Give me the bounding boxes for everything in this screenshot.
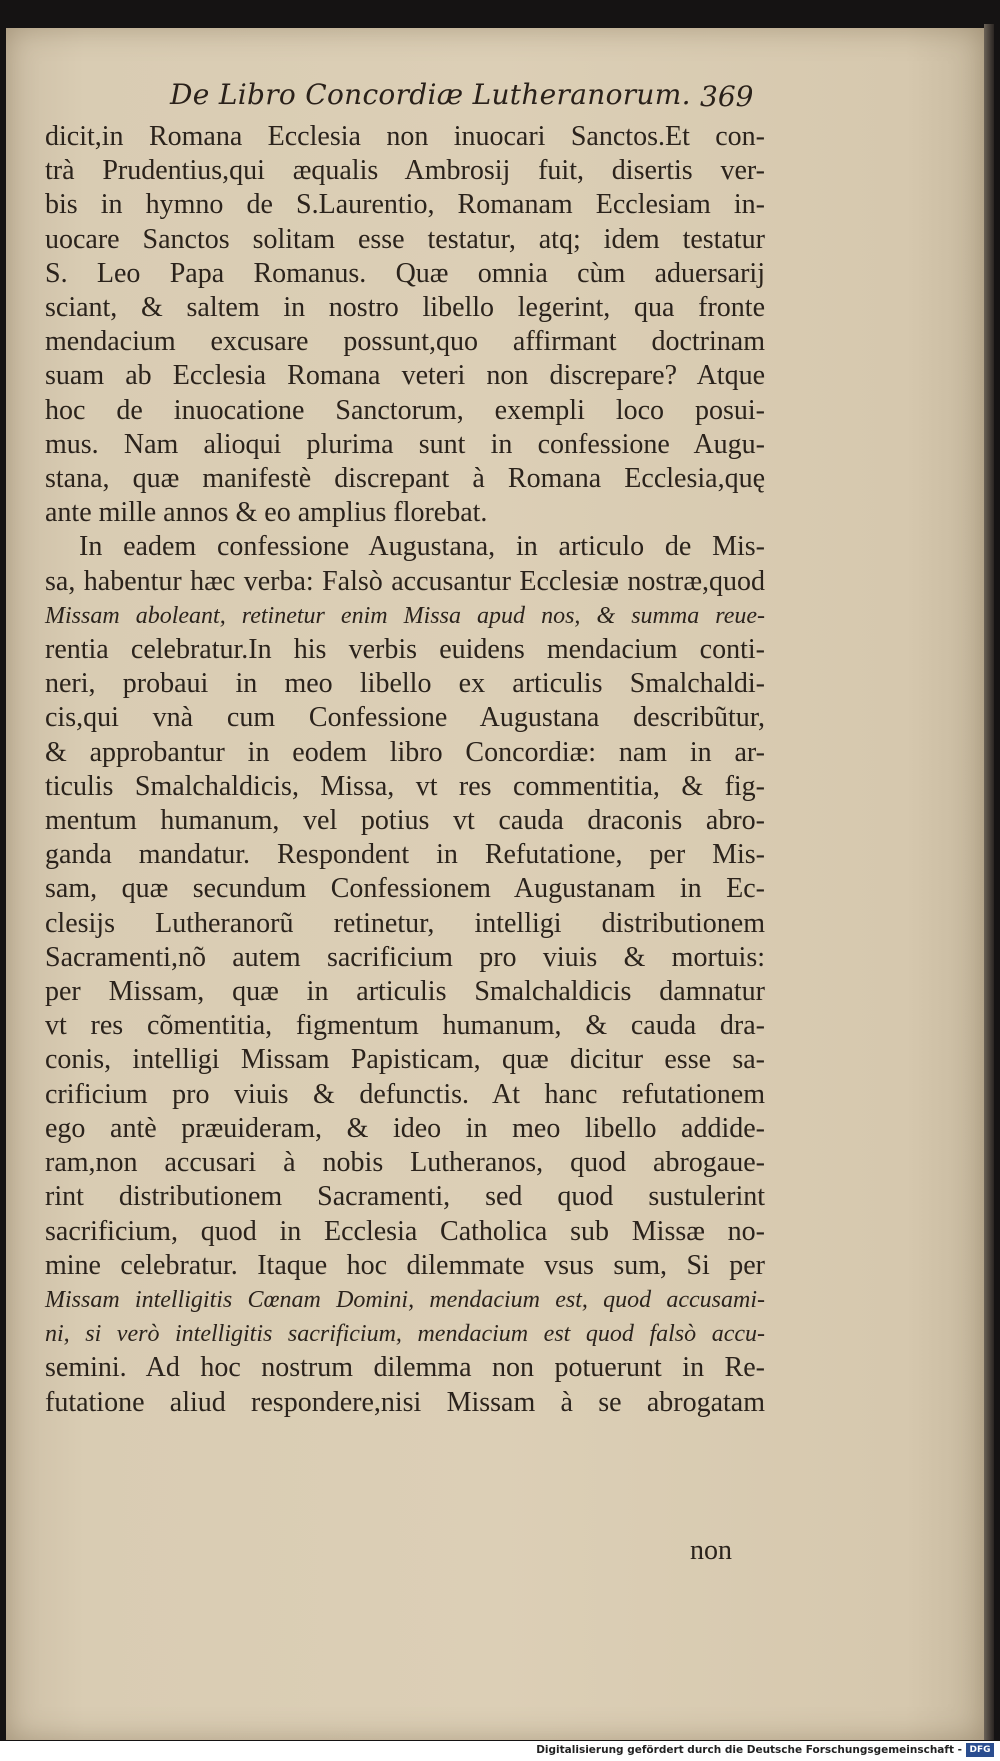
text-line: ram,non accusari à nobis Lutheranos, quod abrogaue- — [45, 1147, 765, 1179]
text-line: futatione aliud respondere,nisi Missam à se abrogatam — [45, 1386, 765, 1418]
text-line: sam, quæ secundum Confessionem Augustanam in Ec- — [45, 873, 765, 905]
text-line: suam ab Ecclesia Romana veteri non discrepare? Atque — [45, 360, 765, 392]
text-line: Sacramenti,nõ autem sacrificium pro viuis & mortuis: — [45, 941, 765, 973]
text-line: mentum humanum, vel potius vt cauda draconis abro- — [45, 805, 765, 837]
text-line: & approbantur in eodem libro Concordiæ: nam in ar- — [45, 736, 765, 768]
text-line: crificium pro viuis & defunctis. At hanc refutationem — [45, 1078, 765, 1110]
text-line: bis in hymno de S.Laurentio, Romanam Ecclesiam in- — [45, 189, 765, 221]
text-line: ego antè præuideram, & ideo in meo libello addide- — [45, 1112, 765, 1144]
text-line: per Missam, quæ in articulis Smalchaldicis damnatur — [45, 976, 765, 1008]
text-line: ganda mandatur. Respondent in Refutatione, per Mis- — [45, 839, 765, 871]
funding-credit: Digitalisierung gefördert durch die Deutsche Forschungsgemeinschaft - — [536, 1744, 962, 1756]
text-line: sciant, & saltem in nostro libello legerint, qua fronte — [45, 292, 765, 324]
dfg-logo: DFG — [966, 1743, 994, 1757]
page-edge — [984, 24, 994, 1740]
text-line: ticulis Smalchaldicis, Missa, vt res commentitia, & fig- — [45, 770, 765, 802]
text-line: sa, habentur hæc verba: Falsò accusantur Ecclesiæ nostræ,quod — [45, 565, 765, 597]
text-line: rint distributionem Sacramenti, sed quod sustulerint — [45, 1181, 765, 1213]
text-line: In eadem confessione Augustana, in articulo de Mis- — [79, 531, 765, 563]
text-line: ni, si verò intelligitis sacrificium, mendacium est quod falsò accu- — [45, 1321, 765, 1348]
text-line: mine celebratur. Itaque hoc dilemmate vsus sum, Si per — [45, 1249, 765, 1281]
text-line: Missam intelligitis Cœnam Domini, mendacium est, quod accusami- — [45, 1286, 765, 1313]
body-text — [45, 120, 765, 1420]
text-line: dicit,in Romana Ecclesia non inuocari Sanctos.Et con- — [45, 121, 765, 152]
text-line: hoc de inuocatione Sanctorum, exempli loco posui- — [45, 394, 765, 426]
text-line: trà Prudentius,qui æqualis Ambrosij fuit, disertis ver- — [45, 155, 765, 187]
text-line: clesijs Lutheranorũ retinetur, intelligi distributionem — [45, 907, 765, 939]
text-line: neri, probaui in meo libello ex articulis Smalchaldi- — [45, 668, 765, 700]
text-line: conis, intelligi Missam Papisticam, quæ dicitur esse sa- — [45, 1044, 765, 1076]
text-line: sacrificium, quod in Ecclesia Catholica sub Missæ no- — [45, 1215, 765, 1247]
page-number: 369 — [700, 80, 754, 113]
text-line: uocare Sanctos solitam esse testatur, atq; idem testatur — [45, 223, 765, 255]
text-line: S. Leo Papa Romanus. Quæ omnia cùm aduersarij — [45, 257, 765, 289]
text-line: vt res cõmentitia, figmentum humanum, & cauda dra- — [45, 1010, 765, 1042]
text-line: mus. Nam alioqui plurima sunt in confessione Augu- — [45, 428, 765, 460]
running-head: De Libro Concordiæ Lutheranorum. — [170, 78, 691, 111]
text-line: stana, quæ manifestè discrepant à Romana Ecclesia,quę — [45, 463, 765, 495]
text-line: Missam aboleant, retinetur enim Missa apud nos, & summa reue- — [45, 602, 765, 629]
catchword: non — [690, 1535, 732, 1566]
text-line: rentia celebratur.In his verbis euidens mendacium conti- — [45, 634, 765, 666]
text-line: mendacium excusare possunt,quo affirmant doctrinam — [45, 326, 765, 358]
text-line: semini. Ad hoc nostrum dilemma non potuerunt in Re- — [45, 1352, 765, 1384]
text-line: ante mille annos & eo amplius florebat. — [45, 497, 488, 529]
text-line: cis,qui vnà cum Confessione Augustana describũtur, — [45, 702, 765, 734]
